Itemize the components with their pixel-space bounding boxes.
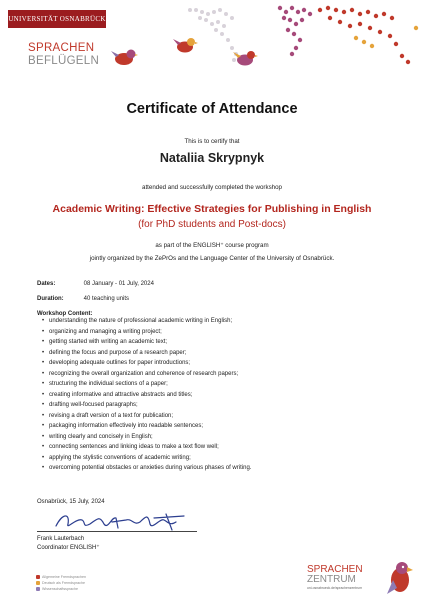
organizer-line: jointly organized by the ZePrOs and the Language Center of the University of Osnabrück.	[89, 255, 335, 262]
certificate-title: Certificate of Attendance	[126, 101, 298, 117]
legend-item: Deutsch als Fremdsprache	[36, 580, 86, 586]
list-item: • developing adequate outlines for paper introductions;	[37, 358, 367, 369]
certify-line: This is to certify that	[184, 138, 240, 145]
university-logo	[8, 10, 106, 28]
list-item: • understanding the nature of professional academic writing in English;	[37, 316, 367, 327]
list-item: • defining the focus and purpose of a research paper;	[37, 348, 367, 359]
list-item: • overcoming potential obstacles or anxieties during various phases of writing.	[37, 463, 367, 474]
world-map-illustration	[160, 0, 424, 80]
place-date: Osnabrück, 15 July, 2024	[37, 499, 105, 505]
duration-label: Duration:	[37, 296, 64, 302]
bird-icon	[232, 47, 258, 69]
university-logo-text: UNIVERSITÄT OSNABRÜCK	[8, 15, 106, 23]
list-item: • organizing and managing a writing project;	[37, 327, 367, 338]
legend-item: Allgemeine Fremdsprachen	[36, 574, 86, 580]
list-item: • getting started with writing an academic text;	[37, 337, 367, 348]
dates-value: 08 January - 01 July, 2024	[83, 281, 154, 287]
list-item: • drafting well-focused paragraphs;	[37, 400, 367, 411]
legend-item: Wissenschaftssprache	[36, 586, 86, 592]
legend-swatch	[36, 587, 40, 591]
brand-line-2: BEFLÜGELN	[28, 55, 100, 67]
footer-brand-line-2: ZENTRUM	[307, 574, 356, 585]
dates-row	[37, 281, 154, 287]
handwritten-signature	[52, 510, 192, 532]
duration-value: 40 teaching units	[83, 296, 130, 302]
signature-line	[37, 531, 197, 532]
list-item: • structuring the individual sections of a paper;	[37, 379, 367, 390]
completed-line: attended and successfully completed the workshop	[142, 184, 282, 191]
signer-role: Coordinator ENGLISH⁺	[37, 544, 100, 551]
course-title: Academic Writing: Effective Strategies for Publishing in English	[52, 203, 372, 215]
dates-label: Dates:	[37, 281, 56, 287]
signer-block	[37, 535, 100, 552]
sprachen-befluegeln-logo	[28, 42, 118, 68]
program-line: as part of the ENGLISH⁺ course program	[155, 242, 269, 249]
list-item: • connecting sentences and linking ideas to make a text flow well;	[37, 442, 367, 453]
language-area-legend	[36, 574, 86, 592]
bird-icon	[172, 34, 198, 56]
duration-row	[37, 296, 129, 302]
list-item: • revising a draft version of a text for publication;	[37, 411, 367, 422]
list-item: • recognizing the overall organization and coherence of research papers;	[37, 369, 367, 380]
parrot-icon	[385, 560, 415, 596]
list-item: • creating informative and attractive abstracts and titles;	[37, 390, 367, 401]
content-label: Workshop Content:	[37, 311, 93, 317]
legend-swatch	[36, 575, 40, 579]
course-subtitle: (for PhD students and Post-docs)	[138, 219, 286, 230]
footer-url: uni-osnabrueck.de/sprachenzentrum	[307, 586, 363, 590]
participant-name: Nataliia Skrypnyk	[159, 151, 265, 165]
brand-line-1: SPRACHEN	[28, 42, 95, 54]
signer-name: Frank Lauterbach	[37, 536, 85, 542]
workshop-topics-list	[37, 316, 367, 474]
sprachenzentrum-logo	[307, 565, 363, 591]
footer-brand-line-1: SPRACHEN	[307, 564, 363, 575]
list-item: • packaging information effectively into readable sentences;	[37, 421, 367, 432]
list-item: • writing clearly and concisely in English;	[37, 432, 367, 443]
list-item: • applying the stylistic conventions of academic writing;	[37, 453, 367, 464]
legend-swatch	[36, 581, 40, 585]
